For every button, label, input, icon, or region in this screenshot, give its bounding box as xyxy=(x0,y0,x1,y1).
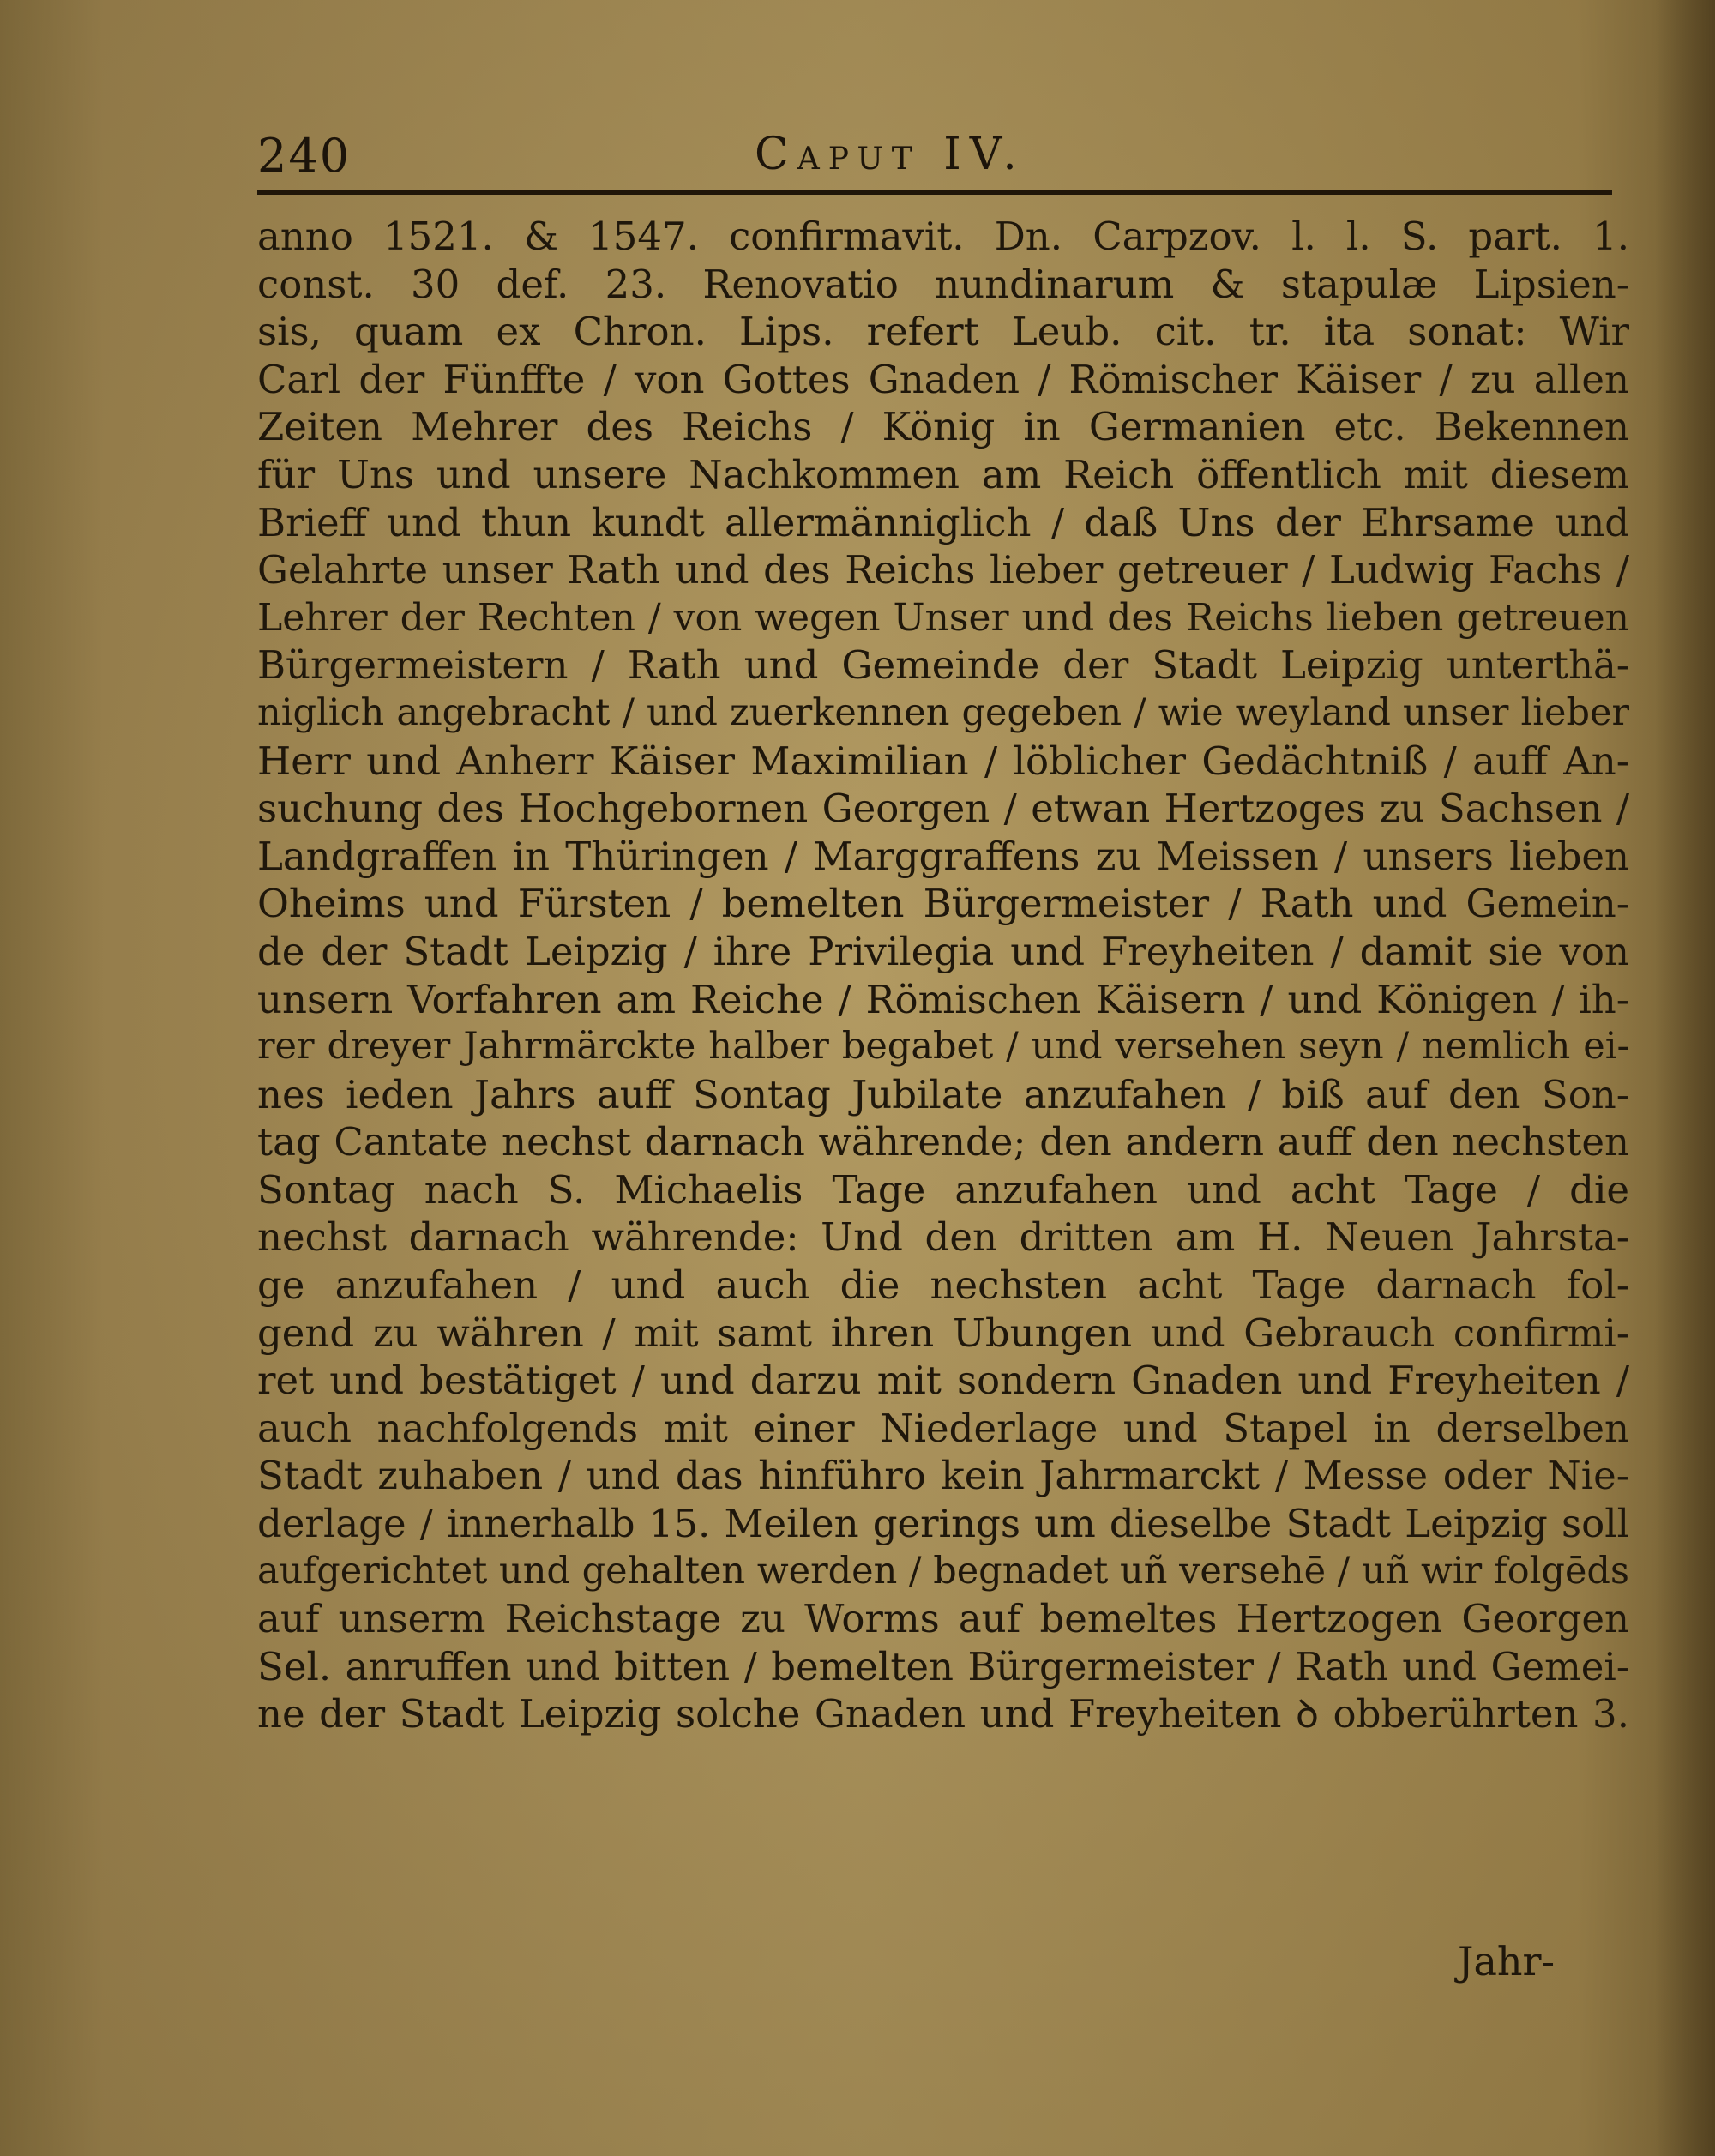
text-line: nes ieden Jahrs auff Sontag Jubilate anzufahen / biß auf den Son- xyxy=(257,1071,1629,1117)
page-number: 240 xyxy=(257,129,352,183)
header-rule xyxy=(257,190,1612,195)
text-line: niglich angebracht / und zuerkennen gegeben / wie weyland unser lieber xyxy=(257,690,1629,734)
text-line: aufgerichtet und gehalten werden / begnadet uñ versehē / uñ wir folgēds xyxy=(257,1549,1629,1593)
text-line: suchung des Hochgebornen Georgen / etwan Hertzoges zu Sachsen / xyxy=(257,786,1629,832)
text-line: nechst darnach währende: Und den dritten am H. Neuen Jahrsta- xyxy=(257,1214,1629,1261)
text-line: unsern Vorfahren am Reiche / Römischen Käisern / und Königen / ih- xyxy=(257,976,1629,1022)
body-text xyxy=(257,213,1629,1738)
text-line: Stadt zuhaben / und das hinführo kein Jahrmarckt / Messe oder Nie- xyxy=(257,1453,1629,1499)
text-line: Bürgermeistern / Rath und Gemeinde der Stadt Leipzig unterthä- xyxy=(257,642,1629,689)
text-line: auf unserm Reichstage zu Worms auf bemeltes Hertzogen Georgen xyxy=(257,1596,1629,1642)
text-line: Gelahrte unser Rath und des Reichs lieber getreuer / Ludwig Fachs / xyxy=(257,547,1629,593)
running-title: Caput IV. xyxy=(755,129,1026,180)
text-line: const. 30 def. 23. Renovatio nundinarum & stapulæ Lipsien- xyxy=(257,261,1629,307)
text-line: Sontag nach S. Michaelis Tage anzufahen und acht Tage / die xyxy=(257,1166,1629,1213)
text-line: Carl der Fünffte / von Gottes Gnaden / Römischer Käiser / zu allen xyxy=(257,356,1629,402)
text-line: auch nachfolgends mit einer Niederlage und Stapel in derselben xyxy=(257,1405,1629,1451)
text-line: de der Stadt Leipzig / ihre Privilegia und Freyheiten / damit sie von xyxy=(257,928,1629,974)
text-line: für Uns und unsere Nachkommen am Reich öffentlich mit diesem xyxy=(257,451,1629,497)
text-line: Sel. anruffen und bitten / bemelten Bürgermeister / Rath und Gemei- xyxy=(257,1643,1629,1689)
text-line: ne der Stadt Leipzig solche Gnaden und Freyheiten ꝺ obberührten 3. xyxy=(257,1691,1629,1737)
text-line: Oheims und Fürsten / bemelten Bürgermeister / Rath und Gemein- xyxy=(257,881,1629,927)
text-line: sis, quam ex Chron. Lips. refert Leub. cit. tr. ita sonat: Wir xyxy=(257,309,1629,355)
text-line: gend zu währen / mit samt ihren Ubungen und Gebrauch confirmi- xyxy=(257,1310,1629,1356)
text-line: derlage / innerhalb 15. Meilen gerings um dieselbe Stadt Leipzig soll xyxy=(257,1501,1629,1547)
text-line: Herr und Anherr Käiser Maximilian / löblicher Gedächtniß / auff An- xyxy=(257,738,1629,784)
text-line: Landgraffen in Thüringen / Marggraffens zu Meissen / unsers lieben xyxy=(257,833,1629,879)
text-line: ret und bestätiget / und darzu mit sondern Gnaden und Freyheiten / xyxy=(257,1358,1629,1404)
page-edge-shadow xyxy=(1655,0,1715,2156)
text-line: Zeiten Mehrer des Reichs / König in Germanien etc. Bekennen xyxy=(257,404,1629,450)
text-line: anno 1521. & 1547. confirmavit. Dn. Carpzov. l. l. S. part. 1. xyxy=(257,214,1629,259)
text-line: Brieff und thun kundt allermänniglich / daß Uns der Ehrsame und xyxy=(257,499,1629,545)
page-header xyxy=(257,129,1604,183)
catchword: Jahr- xyxy=(1458,1938,1556,1984)
text-line: tag Cantate nechst darnach währende; den andern auff den nechsten xyxy=(257,1119,1629,1165)
text-line: rer dreyer Jahrmärckte halber begabet / und versehen seyn / nemlich ei- xyxy=(257,1025,1629,1069)
text-line: Lehrer der Rechten / von wegen Unser und des Reichs lieben getreuen xyxy=(257,595,1629,640)
text-line: ge anzufahen / und auch die nechsten acht Tage darnach fol- xyxy=(257,1262,1629,1309)
